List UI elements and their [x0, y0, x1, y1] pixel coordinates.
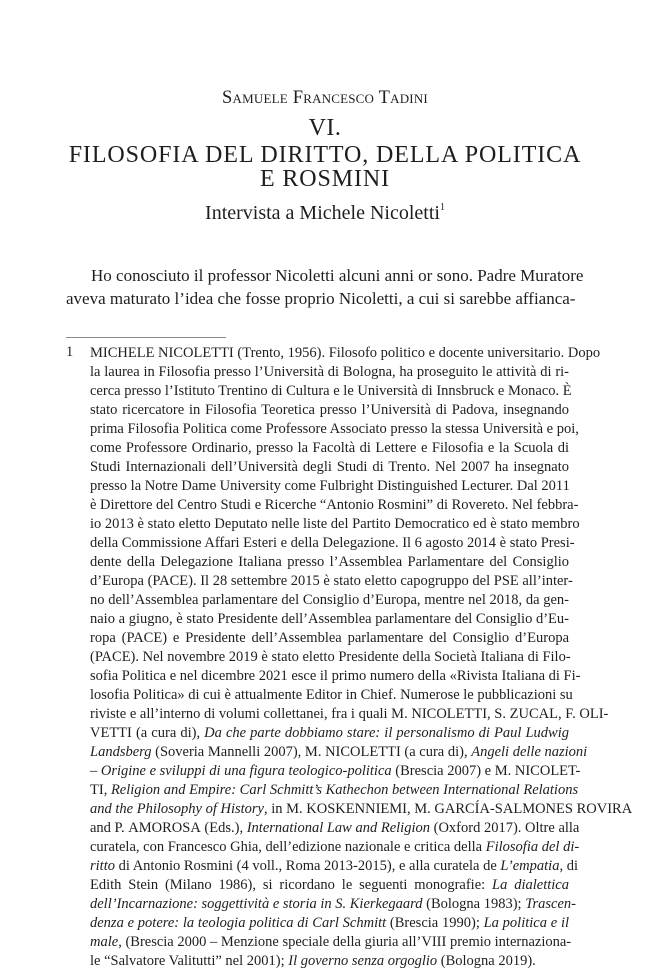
footnote-line: Landsberg (Soveria Mannelli 2007), M. NICOLETTI (a cura di), Angeli delle nazioni: [90, 744, 588, 760]
chapter-title-line-1: FILOSOFIA DEL DIRITTO, DELLA POLITICA: [68, 142, 582, 168]
footnote-line: io 2013 è stato eletto Deputato nelle liste del Partito Democratico ed è stato membro: [90, 516, 580, 532]
author-name-text: Samuele Francesco Tadini: [222, 88, 428, 108]
footnote-reference[interactable]: 1: [439, 202, 445, 213]
footnote-line: dell’Incarnazione: soggettività e storia in S. Kierkegaard (Bologna 1983); Trascen-: [90, 896, 576, 912]
footnote-line: stato ricercatore in Filosofia Teoretica presso l’Università di Padova, insegnando: [90, 402, 569, 418]
footnote-line: MICHELE NICOLETTI (Trento, 1956). Filosofo politico e docente universitario. Dopo: [90, 345, 601, 361]
footnote-line: curatela, con Francesco Ghia, dell’edizione nazionale e critica della Filosofia del di-: [90, 839, 580, 855]
footnote-line: dente della Delegazione Italiana presso l’Assemblea Parlamentare del Consiglio: [90, 554, 569, 570]
footnote-line: la laurea in Filosofia presso l’Università di Bologna, ha proseguito le attività di ri-: [90, 364, 569, 380]
footnote-line: Edith Stein (Milano 1986), si ricordano le seguenti monografie: La dialettica: [90, 877, 569, 893]
chapter-subtitle: [0, 202, 650, 225]
footnote-line: come Professore Ordinario, presso la Facoltà di Lettere e Filosofia e la Scuola di: [90, 440, 569, 456]
footnote-line: and P. AMOROSA (Eds.), International Law and Religion (Oxford 2017). Oltre alla: [90, 820, 580, 836]
footnote-line: VETTI (a cura di), Da che parte dobbiamo stare: il personalismo di Paul Ludwig: [90, 725, 570, 741]
footnote-line: della Commissione Affari Esteri e della Delegazione. Il 6 agosto 2014 è stato Presi-: [90, 535, 575, 551]
body-paragraph-line-1: Ho conosciuto il professor Nicoletti alcuni anni or sono. Padre Muratore: [91, 266, 584, 285]
footnote-line: riviste e all’interno di volumi collettanei, fra i quali M. NICOLETTI, S. ZUCAL, F. OLI-: [90, 706, 609, 722]
author-name: [0, 88, 650, 109]
footnote-line: le “Salvatore Valitutti” nel 2001); Il governo senza orgoglio (Bologna 2019).: [90, 953, 536, 969]
footnote-line: presso la Notre Dame University come Fulbright Distinguished Lecturer. Dal 2011: [90, 478, 570, 494]
footnote-line: losofia Politica» di cui è attualmente Editor in Chief. Numerose le pubblicazioni su: [90, 687, 573, 703]
footnote-line: – Origine e sviluppi di una figura teologico-politica (Brescia 2007) e M. NICOLET-: [90, 763, 581, 779]
footnote-line: and the Philosophy of History, in M. KOSKENNIEMI, M. GARCÍA-SALMONES ROVIRA: [90, 801, 633, 817]
footnote-line: male, (Brescia 2000 – Menzione speciale della giuria all’VIII premio internaziona-: [90, 934, 572, 950]
footnote-line: prima Filosofia Politica come Professore Associato presso la stessa Università e poi,: [90, 421, 579, 437]
footnote-line: d’Europa (PACE). Il 28 settembre 2015 è stato eletto capogruppo del PSE all’inter-: [90, 573, 573, 589]
body-paragraph-line-2: aveva maturato l’idea che fosse proprio Nicoletti, a cui si sarebbe affianca-: [66, 289, 576, 308]
footnote-line: no dell’Assemblea parlamentare del Consiglio d’Europa, mentre nel 2018, da gen-: [90, 592, 569, 608]
footnote-line: ritto di Antonio Rosmini (4 voll., Roma 2013-2015), e alla curatela de L’empatia, di: [90, 858, 578, 874]
footnote-line: ropa (PACE) e Presidente dell’Assemblea parlamentare del Consiglio d’Europa: [90, 630, 569, 646]
footnote-line: (PACE). Nel novembre 2019 è stato eletto Presidente della Società Italiana di Filo-: [90, 649, 571, 665]
footnote-line: Studi Internazionali dell’Università degli Studi di Trento. Nel 2007 ha insegnato: [90, 459, 569, 475]
footnote-line: è Direttore del Centro Studi e Ricerche “Antonio Rosmini” di Rovereto. Nel febbra-: [90, 497, 579, 513]
chapter-numeral: VI.: [308, 115, 342, 141]
footnote-separator: [66, 337, 226, 338]
subtitle-text: Intervista a Michele Nicoletti: [205, 202, 440, 224]
footnote-line: denza e potere: la teologia politica di Carl Schmitt (Brescia 1990); La politica e il: [90, 915, 570, 931]
footnote-line: cerca presso l’Istituto Trentino di Cultura e le Università di Innsbruck e Monaco. È: [90, 383, 572, 399]
footnote-line: naio a giugno, è stato Presidente dell’Assemblea parlamentare del Consiglio d’Eu-: [90, 611, 569, 627]
footnote-number: 1: [66, 344, 74, 360]
footnote-line: TI, Religion and Empire: Carl Schmitt’s Kathechon between International Relations: [90, 782, 579, 798]
footnote-line: sofia Politica e nel dicembre 2021 esce il primo numero della «Rivista Italiana di Fi-: [90, 668, 581, 684]
chapter-title-line-2: E ROSMINI: [259, 166, 391, 192]
